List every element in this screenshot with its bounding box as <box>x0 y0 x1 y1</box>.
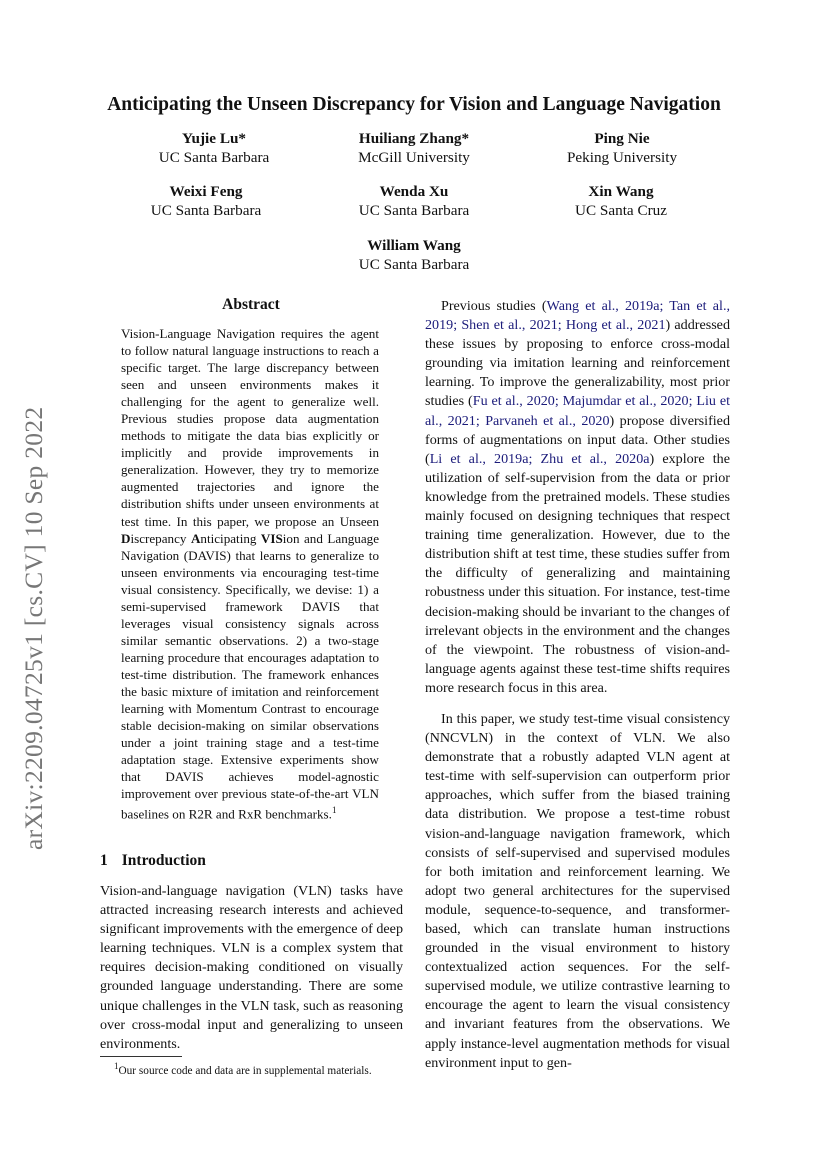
right-paragraph-2: In this paper, we study test-time visual consistency (NNCVLN) in the context of VLN. We also demonstrate that a robustly adapted VLN agent at test-time with self-supervision can outperform prior approaches, which suffer from the biased training data distribution. We propose a test-time robust vision-and-language navigation framework, which consists of self-supervised and supervised modules for both imitation and reinforcement learning. We adopt two general architectures for the supervised module, sequence-to-sequence, and transformer-based, which can translate human instructions grounded in the visual environment to history contextualized action sequences. For the self-supervised module, we utilize contrastive learning to encourage the agent to learn the visual consistency and invariant features from the observations. We apply instance-level augmentation methods for visual environment input to gen- <box>425 710 730 1071</box>
author-affiliation: UC Santa Barbara <box>150 202 262 219</box>
author-block <box>96 182 316 220</box>
arxiv-stamp: arXiv:2209.04725v1 [cs.CV] 10 Sep 2022 <box>19 406 48 850</box>
author-block <box>104 129 324 167</box>
body-span: ) propose diversified forms of augmentations on input data. Other studies ( <box>425 412 730 467</box>
footnote-marker: 1 <box>331 805 337 816</box>
footnote <box>100 1061 403 1077</box>
abstract-heading: Abstract <box>222 296 280 313</box>
abstract-span: Vision-Language Navigation requires the agent to follow natural language instructions to reach a specific target. The large discrepancy between seen and unseen environments makes it challenging for the agent to generalize well. Previous studies propose data augmentation methods to mitigate the data bias explicitly or implicitly and provide improvements in generalization. However, they try to memorize augmented trajectories and ignore the distribution shifts under unseen environments at test time. In this paper, we propose an Unseen <box>121 326 379 529</box>
section-number: 1 <box>100 852 108 869</box>
intro-left-column <box>100 882 403 1054</box>
abstract-text <box>121 325 379 823</box>
author-name: William Wang <box>367 237 461 254</box>
author-name: Weixi Feng <box>169 183 243 200</box>
right-column <box>425 297 730 1085</box>
author-name: Ping Nie <box>594 130 650 147</box>
author-block <box>512 129 732 167</box>
author-name: Huiliang Zhang* <box>358 130 470 147</box>
abstract-span: ion and Language Navigation (DAVIS) that learns to generalize to unseen environments via encouraging test-time visual consistency. Specifically, we devise: 1) a semi-supervised framework DAVIS that leverages visual consistency signals across similar semantic observations. 2) a two-stage learning procedure that encourages adaptation to test-time distribution. The framework enhances the basic mixture of imitation and reinforcement learning with Momentum Contrast to encourage stable decision-making on similar observations under a joint training stage and a test-time adaptation stage. Extensive experiments show that DAVIS achieves model-agnostic improvement over previous state-of-the-art VLN baselines on R2R and RxR benchmarks. <box>121 530 379 822</box>
footnote-mark: 1 <box>114 1061 119 1071</box>
right-paragraph-1 <box>425 297 730 698</box>
footnote-rule <box>100 1056 182 1057</box>
citation-link[interactable]: Fu et al., 2020; Majumdar et al., 2020; Liu et al., 2021; Parvaneh et al., 2020 <box>425 393 730 429</box>
abstract-span: iscrepancy <box>130 530 191 546</box>
section-title: Introduction <box>121 852 206 869</box>
body-span: Previous studies ( <box>441 298 547 314</box>
paper-title: Anticipating the Unseen Discrepancy for Vision and Language Navigation <box>107 94 721 115</box>
abstract-bold-letter: D <box>121 530 131 546</box>
author-affiliation: McGill University <box>358 149 470 166</box>
abstract-span: nticipating <box>200 530 261 546</box>
author-name: Xin Wang <box>588 183 654 200</box>
author-block <box>304 236 524 274</box>
body-span: ) addressed these issues by proposing to enforce cross-modal grounding via imitation learning and reinforcement learning. To improve the generalizability, most prior studies ( <box>425 317 730 410</box>
intro-paragraph: Vision-and-language navigation (VLN) tasks have attracted increasing research interests and achieved significant improvements with the emergence of deep learning techniques. VLN is a complex system that requires decision-making conditioned on visually grounded language understanding. There are some unique challenges in the VLN task, such as reasoning over cross-modal input and generalizing to unseen environments. <box>100 883 403 1052</box>
author-block <box>304 182 524 220</box>
author-affiliation: UC Santa Barbara <box>358 202 470 219</box>
body-span: ) explore the utilization of self-supervision from the data or prior knowledge from the pretrained models. These studies mainly focused on designing techniques that respect training time generalization. However, due to the distribution shift at test time, these studies suffer from the difficulty of generalizing and maintaining robustness under this situation. For instance, test-time decision-making should be invariant to the changes of irrelevant objects in the environment and the changes of the viewpoint. The robustness of vision-and-language agents against these test-time shifts requires more research focus in this area. <box>425 450 730 696</box>
author-affiliation: Peking University <box>566 149 678 166</box>
author-block <box>511 182 731 220</box>
citation-link[interactable]: Wang et al., 2019a; Tan et al., 2019; Shen et al., 2021; Hong et al., 2021 <box>425 298 730 334</box>
author-name: Wenda Xu <box>379 183 449 200</box>
author-name: Yujie Lu* <box>181 130 246 147</box>
author-block <box>304 129 524 167</box>
footnote-text: Our source code and data are in supplemental materials. <box>118 1064 372 1077</box>
abstract-bold-letter: A <box>190 530 201 546</box>
citation-link[interactable]: Li et al., 2019a; Zhu et al., 2020a <box>429 450 650 467</box>
author-affiliation: UC Santa Barbara <box>158 149 270 166</box>
author-affiliation: UC Santa Cruz <box>575 202 667 219</box>
author-affiliation: UC Santa Barbara <box>358 256 470 273</box>
section-heading <box>100 852 206 870</box>
abstract-bold-letter: VIS <box>260 530 283 546</box>
